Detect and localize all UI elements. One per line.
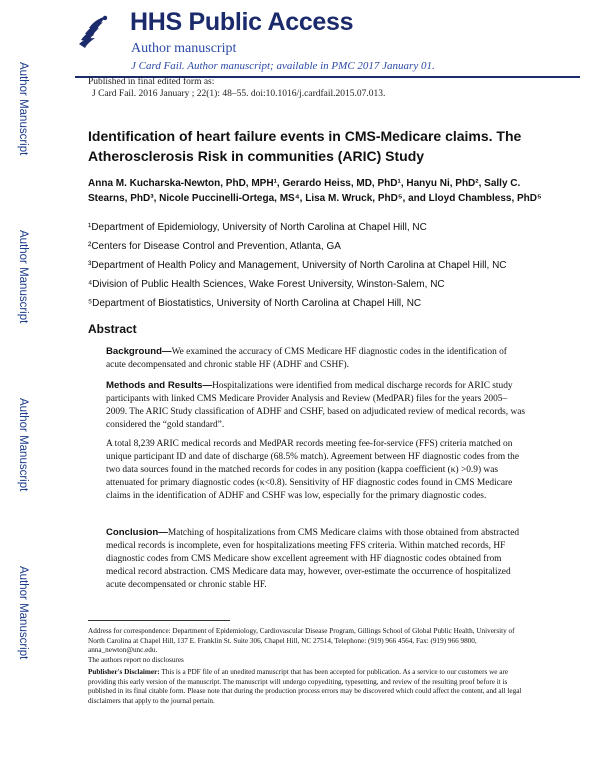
side-label-author-manuscript: Author Manuscript (17, 398, 29, 492)
results-text: A total 8,239 ARIC medical records and MedPAR records meeting fee-for-service (FFS) criteria matched on unique participant ID and date of discharge (68.5% match). Agreement between HF diagnostic codes from the two data sources found in the matched records for codes in any position (kappa coefficient (κ) >0.9) was attenuated for primary diagnostic codes (κ<0.8). Sensitivity of HF diagnostic codes found in CMS Medicare claims in the identification of ADHF and CSHF was low, especially for the primary diagnostic codes. (106, 439, 519, 501)
background-label: Background— (106, 346, 172, 357)
published-in-block (88, 76, 385, 100)
abstract-background (106, 345, 526, 372)
affiliation: ³Department of Health Policy and Management, University of North Carolina at Chapel Hill, NC (88, 260, 507, 271)
side-label-author-manuscript: Author Manuscript (17, 230, 29, 324)
disclosures-note: The authors report no disclosures (88, 656, 184, 664)
author-list: Anna M. Kucharska-Newton, PhD, MPH¹, Gerardo Heiss, MD, PhD¹, Hanyu Ni, PhD², Sally C. Stearns, PhD³, Nicole Puccinelli-Ortega, MS⁴, Lisa M. Wruck, PhD⁵, and Lloyd Chambless, PhD⁵ (88, 178, 542, 204)
article-title: Identification of heart failure events in CMS-Medicare claims. The Atherosclerosis Risk in communities (ARIC) Study (88, 128, 522, 164)
publisher-disclaimer (88, 668, 528, 706)
affiliation: ⁴Division of Public Health Sciences, Wake Forest University, Winston-Salem, NC (88, 279, 445, 290)
citation-link[interactable]: J Card Fail. 2016 January ; 22(1): 48–55. doi:10.1016/j.cardfail.2015.07.013. (92, 89, 386, 99)
published-label: Published in final edited form as: (88, 77, 215, 87)
conclusion-text: Matching of hospitalizations from CMS Medicare claims with those obtained from abstracted medical records is incomplete, even for hospitalizations meeting FFS criteria. Within matched records, HF diagnostic codes from CMS Medicare show excellent agreement with HF diagnostic codes obtained from medical record abstraction. CMS Medicare data may, however, over-estimate the occurrence of hospitalized acute decompensated or chronic stable HF. (106, 528, 520, 590)
conclusion-label: Conclusion— (106, 527, 168, 538)
abstract-results (106, 438, 526, 503)
methods-label: Methods and Results— (106, 380, 213, 391)
abstract-heading: Abstract (88, 322, 137, 336)
affiliation: ⁵Department of Biostatistics, University of North Carolina at Chapel Hill, NC (88, 298, 422, 309)
background-text: We examined the accuracy of CMS Medicare HF diagnostic codes in the identification of acute decompensated and chronic stable HF (ADHF and CSHF). (106, 347, 507, 370)
side-label-author-manuscript: Author Manuscript (17, 566, 29, 660)
side-label-author-manuscript: Author Manuscript (17, 62, 29, 156)
hhs-eagle-logo-icon (75, 10, 113, 52)
correspondence-note: Address for correspondence: Department of Epidemiology, Cardiovascular Disease Program, Gillings School of Global Public Health, University of North Carolina at Chapel Hill, 137 E. Franklin St. Suite 306, Chapel Hill, NC 27514, Telephone: (919) 966 4564, Fax: (919) 966 9800, anna_newton@unc.edu. (88, 627, 515, 655)
abstract-conclusion (106, 526, 526, 592)
disclaimer-text: This is a PDF file of an unedited manuscript that has been accepted for publication. As a service to our customers we are providing this early version of the manuscript. The manuscript will undergo copyediting, typesetting, and review of the resulting proof before it is published in its final citable form. Please note that during the production process errors may be discovered which could affect the content, and all legal disclaimers that apply to the journal pertain. (88, 668, 522, 705)
affiliation: ²Centers for Disease Control and Prevention, Atlanta, GA (88, 241, 341, 252)
hhs-header (75, 6, 580, 70)
journal-availability-line: J Card Fail. Author manuscript; available in PMC 2017 January 01. (131, 60, 435, 72)
footnote-divider (88, 620, 230, 621)
hhs-public-access-title: HHS Public Access (130, 8, 354, 36)
abstract-methods (106, 379, 526, 432)
methods-text: Hospitalizations were identified from medical discharge records for ARIC study participants with linked CMS Medicare Provider Analysis and Review (MedPAR) files for the years 2005–2009. The ARIC Study classification of ADHF and CSHF, based on adjudicated review of medical records, was considered the “gold standard”. (106, 381, 526, 430)
author-manuscript-label: Author manuscript (131, 41, 237, 56)
disclaimer-label: Publisher's Disclaimer: (88, 668, 160, 676)
affiliation: ¹Department of Epidemiology, University of North Carolina at Chapel Hill, NC (88, 222, 427, 233)
